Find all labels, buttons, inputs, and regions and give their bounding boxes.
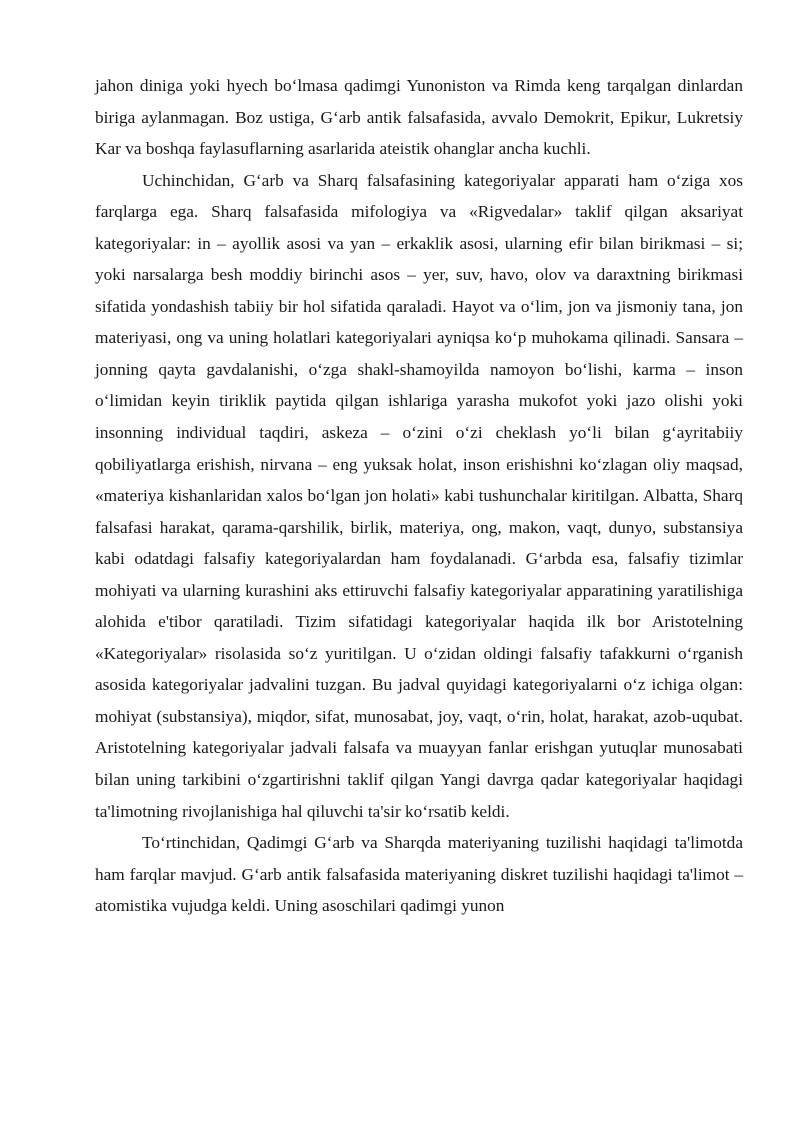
paragraph-third-point: Uchinchidan, G‘arb va Sharq falsafasining kategoriyalar apparati ham o‘ziga xos farqlarga ega. Sharq falsafasida mifologiya va «Rigvedalar» taklif qilgan aksariyat kategoriyalar: in – ayollik asosi va yan – erkaklik asosi, ularning efir bilan birikmasi – si; yoki narsalarga besh moddiy birinchi asos – yer, suv, havo, olov va daraxtning birikmasi sifatida yondashish tabiiy bir hol sifatida qaraladi. Hayot va o‘lim, jon va jismoniy tana, jon materiyasi, ong va uning holatlari kategoriyalari ayniqsa ko‘p muhokama qilinadi. Sansara – jonning qayta gavdalanishi, o‘zga shakl-shamoyilda namoyon bo‘lishi, karma – inson o‘limidan keyin tiriklik paytida qilgan ishlariga yarasha mukofot yoki jazo olishi yoki insonning individual taqdiri, askeza – o‘zini o‘zi cheklash yo‘li bilan g‘ayritabiiy qobiliyatlarga erishish, nirvana – eng yuksak holat, inson erishishni ko‘zlagan oliy maqsad, «materiya kishanlaridan xalos bo‘lgan jon holati» kabi tushunchalar kiritilgan. Albatta, Sharq falsafasi harakat, qarama-qarshilik, birlik, materiya, ong, makon, vaqt, dunyo, substansiya kabi odatdagi falsafiy kategoriyalardan ham foydalanadi. G‘arbda esa, falsafiy tizimlar mohiyati va ularning kurashini aks ettiruvchi falsafiy kategoriyalar apparatining yaratilishiga alohida e'tibor qaratiladi. Tizim sifatidagi kategoriyalar haqida ilk bor Aristotelning «Kategoriyalar» risolasida so‘z yuritilgan. U o‘zidan oldingi falsafiy tafakkurni o‘rganish asosida kategoriyalar jadvalini tuzgan. Bu jadval quyidagi kategoriyalarni o‘z ichiga olgan: mohiyat (substansiya), miqdor, sifat, munosabat, joy, vaqt, o‘rin, holat, harakat, azob-uqubat. Aristotelning kategoriyalar jadvali falsafa va muayyan fanlar erishgan yutuqlar munosabati bilan uning tarkibini o‘zgartirishni taklif qilgan Yangi davrga qadar kategoriyalar haqidagi ta'limotning rivojlanishiga hal qiluvchi ta'sir ko‘rsatib keldi. <box>95 170 743 821</box>
paragraph-fourth-point: To‘rtinchidan, Qadimgi G‘arb va Sharqda materiyaning tuzilishi haqidagi ta'limotda ham farqlar mavjud. G‘arb antik falsafasida materiyaning diskret tuzilishi haqidagi ta'limot – atomistika vujudga keldi. Uning asoschilari qadimgi yunon <box>95 833 743 916</box>
document-page <box>95 70 743 922</box>
paragraph-continuation: jahon diniga yoki hyech bo‘lmasa qadimgi Yunoniston va Rimda keng tarqalgan dinlardan biriga aylanmagan. Boz ustiga, G‘arb antik falsafasida, avvalo Demokrit, Epikur, Lukretsiy Kar va boshqa faylasuflarning asarlarida ateistik ohanglar ancha kuchli. <box>95 76 743 159</box>
